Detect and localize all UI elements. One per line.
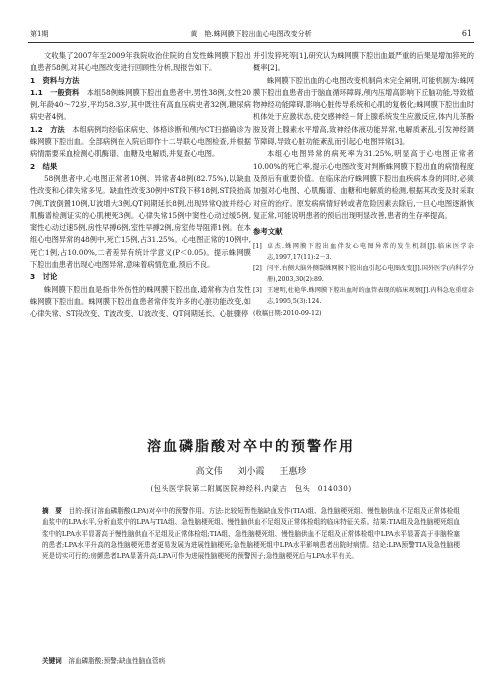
results-paragraph: 58例患者中,心电图正常者10例、异常者48例(82.75%),以缺血性改变和心律失常多见。缺血性改变30例中ST段下移18例,ST段抬高7例,T波倒置10例,U波增大3例,QT间期延长8例,出现异常Q波并经心肌酶谱检测证实的心肌梗死3例。心律失常15例中窦性心动过缓5例,窦性心动过速5例,房性早搏6例,室性早搏2例,房室传导阻滞1例。在本组心电图异常的48例中,死亡15例,占31.25%。心电图正常的10例中,死亡1例,占10.00%,二者差异有统计学意义(P＜0.05)。提示蛛网膜下腔出血患者出现心电图异常,意味着病情危重,预后不良。 xyxy=(30,173,251,270)
section-heading-discussion: 3 讨论 xyxy=(30,272,58,282)
subheading-general-data: 1.1 一般资料 xyxy=(30,87,80,97)
discussion-paragraph: 蛛网膜下腔出血是指非外伤性的蛛网膜下腔出血,通常称为自发性蛛网膜下腔出血。蛛网膜下腔出血患者常伴发许多的心脏功能改变,如心律失常、ST段改变、T波改变、U波改变、QT间期延长、心脏骤停 xyxy=(30,284,251,319)
reference-number: [3] xyxy=(253,287,262,295)
author-name: 高文伟 xyxy=(195,467,223,477)
abstract xyxy=(42,506,460,562)
reference-text: 闫平.右侧大脑外侧裂蛛网膜下腔出血引起心电图改变[J].国外医学(内科学分册),2003,30(2):89. xyxy=(267,265,474,283)
discussion-continued: 并引发猝死等[1],研究认为蛛网膜下腔出血最严重的后果是增加猝死的概率[2]。 xyxy=(253,51,474,73)
running-head xyxy=(30,28,472,40)
general-data-text: 本组58例蛛网膜下腔出血患者中,男性38例,女性20例,年龄40～72岁,平均58.3岁,其中既往有高血压病史者32例,糖尿病病史者4例。 xyxy=(30,87,251,122)
abstract-label: 摘 要 xyxy=(42,507,62,515)
reference-text: 卓杰.蛛网膜下腔出血伴发心电图异常的发生机制[J].临床医学杂志,1997,17(11):2－3. xyxy=(267,243,474,261)
abstract-text: 目的:探讨溶血磷脂酸(LPA)对卒中的预警作用。方法:比较短暂性脑缺血发作(TIA)组、急性脑梗死组、慢性脑供血不足组及正常体检组血浆中的LPA水平,分析血浆中的LPA与TIA组、急性脑梗死组、慢性脑供血不足组及正常体检组的临床特征关系。结果:TIA组及急性脑梗死组血浆中的LPA水平显著高于慢性脑供血不足组及正常体检组;TIA组、急性脑梗死组、慢性脑供血不足组及正常体检组中LPA水平显著高于非脑栓塞的患者;LPA水平升高的急性脑梗死患者更易发展为进展性脑梗死;急性脑梗死组中LPA水平影响患者出院时病情。结论:LPA预警TIA及急性脑梗死是切实可行的;房颤患者LPA显著升高;LPA可作为进展性脑梗死的预警因子;急性脑梗死后与LPA水平有关。 xyxy=(42,507,461,561)
conclusion-paragraph: 本组心电图异常的病死率为31.25%,明显高于心电图正常者10.00%的死亡率,提示心电图改变对判断蛛网膜下腔出血的病情程度及预后有重要价值。在临床治疗蛛网膜下腔出血疾病本身的同时,必须加强对心电图、心肌酶谱、血糖和电解质的检测,根据其改变及时采取对应的治疗。原发病病情好转或者危险因素去除后,一旦心电图逐渐恢复正常,可能说明患者的预后出现明显改善,患者的生存率提高。 xyxy=(253,149,474,220)
reference-item xyxy=(253,286,474,307)
section-heading-results: 2 结果 xyxy=(30,161,58,171)
reference-number: [2] xyxy=(253,265,262,273)
references-heading: 参考文献 xyxy=(253,227,283,237)
author-affiliation: (包头医学院第二附属医院神经科,内蒙古 包头 014030) xyxy=(150,484,352,493)
reference-list xyxy=(253,242,474,307)
mechanism-paragraph: 蛛网膜下腔出血的心电图改变机制尚未完全阐明,可能机制为:蛛网膜下腔出血患者由于脑血循环障碍,颅内压增高影响下丘脑功能,导致植物神经功能障碍,影响心脏传导系统和心肌的复极化;蛛网膜下腔出血时机体处于应激状态,使交感神经－肾上腺系统发生应激反应,体内儿茶酚胺及肾上腺素水平增高,致神经体液功能异常,电解质紊乱,引发神经调节障碍,导致心脏功能紊乱而引起心电图异常[3]。 xyxy=(253,75,474,147)
reference-item xyxy=(253,242,474,263)
header-rule xyxy=(28,42,474,43)
page-number: 61 xyxy=(461,29,472,38)
keywords-text: 溶血磷脂酸;预警;缺血性脑血管病 xyxy=(68,657,166,665)
subheading-method: 1.2 方法 xyxy=(30,124,65,134)
right-column xyxy=(253,50,474,321)
reference-item xyxy=(253,264,474,285)
author-list xyxy=(0,464,502,477)
keywords xyxy=(42,656,460,667)
method-paragraph xyxy=(30,124,251,161)
intro-paragraph: 文收集了2007年至2009年我院收治住院的自发性蛛网膜下腔出血患者58例,对其心电图改变进行回顾性分析,现报告如下。 xyxy=(30,51,251,73)
author-name: 王惠珍 xyxy=(279,467,307,477)
reference-number: [1] xyxy=(253,243,262,251)
keywords-label: 关键词 xyxy=(42,657,62,665)
method-text: 本组病例均经临床病史、体格诊断和颅内CT扫描确诊为蛛网膜下腔出血。全部病例在入院后即作十二导联心电图检查,并根据病情需要采血检测心肌酶谱、血糖及电解质,并复查心电图。 xyxy=(30,124,251,159)
left-column xyxy=(30,50,251,321)
reference-text: 王建明,杜艳华.蛛网膜下腔出血时的血管表现的临床观察[J].内科急危重症杂志,1995,5(3):124. xyxy=(267,287,474,305)
author-name: 刘小霞 xyxy=(237,467,265,477)
received-date: (收稿日期:2010-09-12) xyxy=(253,310,322,318)
article-title: 溶血磷脂酸对卒中的预警作用 xyxy=(147,439,355,455)
running-title: 黄 艳.蛛网膜下腔出血心电图改变分析 xyxy=(190,30,312,38)
issue-number: 第1期 xyxy=(30,30,49,38)
general-data-paragraph xyxy=(30,87,251,124)
section-heading-methods: 1 资料与方法 xyxy=(30,75,80,85)
